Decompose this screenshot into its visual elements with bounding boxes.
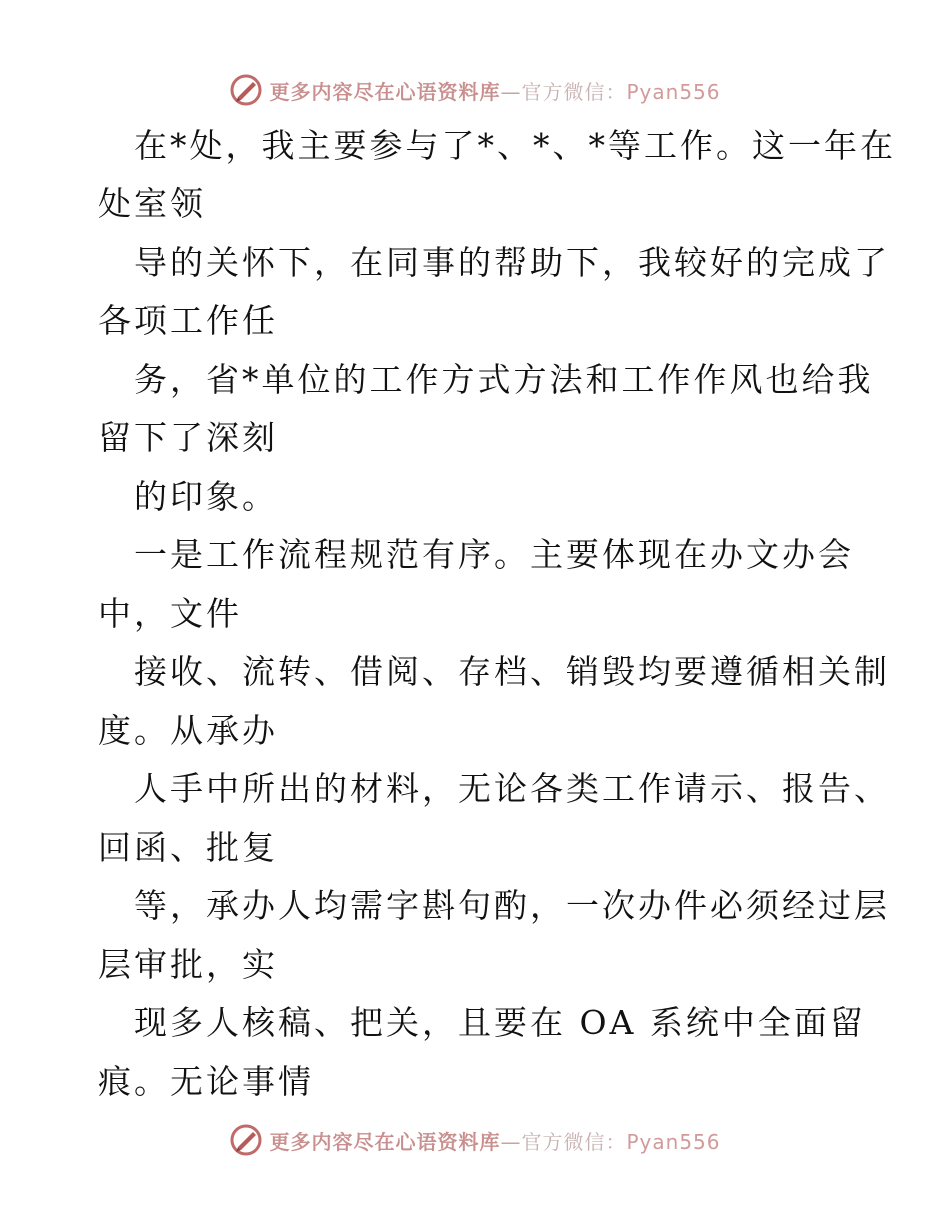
- body-line: 等，承办人均需字斟句酌，一次办件必须经过层: [134, 886, 890, 925]
- watermark-wechat-id: Pyan556: [626, 79, 721, 104]
- body-line: 现多人核稿、把关，且要在 OA 系统中全面留: [134, 1003, 866, 1042]
- body-line: 留下了深刻: [98, 418, 278, 457]
- body-line: 各项工作任: [98, 301, 278, 340]
- body-line: 接收、流转、借阅、存档、销毁均要遵循相关制: [134, 652, 890, 691]
- footer-watermark: [0, 1120, 950, 1160]
- watermark-wechat-label: 官方微信：: [521, 1129, 627, 1154]
- header-watermark: [0, 70, 950, 110]
- body-line: 务，省*单位的工作方式方法和工作作风也给我: [134, 360, 874, 399]
- body-line: 中，文件: [98, 594, 242, 633]
- watermark-separator: —: [500, 79, 522, 104]
- body-line: 在*处，我主要参与了*、*、*等工作。这一年在: [134, 126, 896, 165]
- body-line: 层审批，实: [98, 945, 278, 984]
- watermark-wechat-label: 官方微信：: [521, 79, 627, 104]
- body-line: 一是工作流程规范有序。主要体现在办文办会: [134, 535, 854, 574]
- watermark-title: 更多内容尽在心语资料库: [269, 1129, 501, 1154]
- body-line: 的印象。: [134, 477, 278, 516]
- body-line: 回函、批复: [98, 828, 278, 867]
- body-line: 人手中所出的材料，无论各类工作请示、报告、: [134, 769, 890, 808]
- body-line: 度。从承办: [98, 711, 278, 750]
- pen-logo-icon: [229, 73, 263, 107]
- watermark-wechat-id: Pyan556: [626, 1129, 721, 1154]
- watermark-separator: —: [500, 1129, 522, 1154]
- body-line: 导的关怀下，在同事的帮助下，我较好的完成了: [134, 243, 890, 282]
- watermark-title: 更多内容尽在心语资料库: [269, 79, 501, 104]
- pen-logo-icon: [229, 1123, 263, 1157]
- body-line: 痕。无论事情: [98, 1062, 314, 1101]
- body-line: 处室领: [98, 184, 206, 223]
